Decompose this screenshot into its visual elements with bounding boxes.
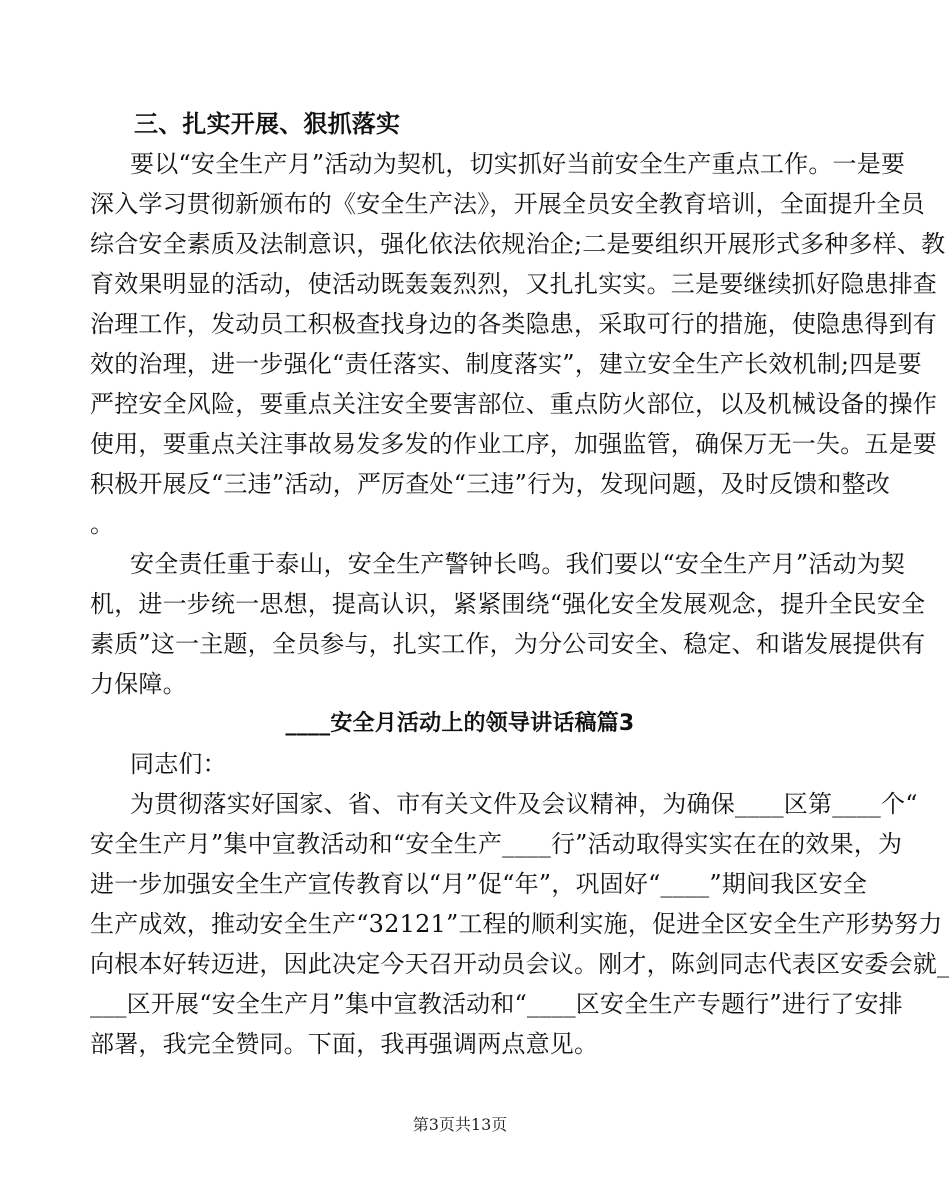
paragraph-3: [90, 784, 949, 1064]
paragraph-line: 机，进一步统一思想，提高认识，紧紧围绕“强化安全发展观念，提升全民安全: [90, 590, 926, 618]
paragraph-line: 素质”这一主题，全员参与，扎实工作，为分公司安全、稳定、和谐发展提供有: [90, 630, 926, 658]
paragraph-line: 治理工作，发动员工积极查找身边的各类隐患，采取可行的措施，使隐患得到有: [90, 310, 937, 338]
paragraph-line: 综合安全素质及法制意识，强化依法依规治企;二是要组织开展形式多种多样、教: [90, 230, 946, 258]
paragraph-line: 积极开展反“三违”活动，严厉查处“三违”行为，发现问题，及时反馈和整改: [90, 470, 891, 498]
paragraph-2: [90, 544, 926, 704]
paragraph-line: 要以“安全生产月”活动为契机，切实抓好当前安全生产重点工作。一是要: [130, 150, 906, 178]
paragraph-line: 力保障。: [90, 670, 187, 698]
greeting: 同志们：: [130, 750, 227, 778]
paragraph-line: 严控安全风险，要重点关注安全要害部位、重点防火部位，以及机械设备的操作: [90, 390, 937, 418]
paragraph-line: 育效果明显的活动，使活动既轰轰烈烈，又扎扎实实。三是要继续抓好隐患排查: [90, 270, 937, 298]
paragraph-line: 安全生产月”集中宣教活动和“安全生产____行”活动取得实实在在的效果，为: [90, 830, 903, 858]
paragraph-line: 向根本好转迈进，因此决定今天召开动员会议。刚才，陈剑同志代表区安委会就_: [90, 950, 949, 978]
paragraph-line: ___区开展“安全生产月”集中宣教活动和“____区安全生产专题行”进行了安排: [90, 990, 903, 1018]
speech-title: ____安全月活动上的领导讲话稿篇3: [285, 711, 635, 736]
paragraph-line: 进一步加强安全生产宣传教育以“月”促“年”，巩固好“____”期间我区安全: [90, 870, 868, 898]
paragraph-line: 部署，我完全赞同。下面，我再强调两点意见。: [90, 1030, 599, 1058]
paragraph-1: [90, 144, 946, 544]
paragraph-line: 深入学习贯彻新颁布的《安全生产法》，开展全员安全教育培训，全面提升全员: [90, 190, 925, 218]
section-heading: 三、扎实开展、狠抓落实: [134, 109, 401, 138]
paragraph-line: 。: [90, 510, 115, 538]
document-body: [90, 104, 949, 1064]
paragraph-line: 生产成效，推动安全生产“32121”工程的顺利实施，促进全区安全生产形势努力: [90, 910, 943, 938]
paragraph-line: 效的治理，进一步强化“责任落实、制度落实”，建立安全生产长效机制;四是要: [90, 350, 922, 378]
paragraph-line: 安全责任重于泰山，安全生产警钟长鸣。我们要以“安全生产月”活动为契: [130, 550, 906, 578]
paragraph-line: 为贯彻落实好国家、省、市有关文件及会议精神，为确保____区第____个“: [130, 790, 918, 818]
page-number-footer: 第3页共13页: [412, 1115, 508, 1134]
paragraph-line: 使用，要重点关注事故易发多发的作业工序，加强监管，确保万无一失。五是要: [90, 430, 937, 458]
